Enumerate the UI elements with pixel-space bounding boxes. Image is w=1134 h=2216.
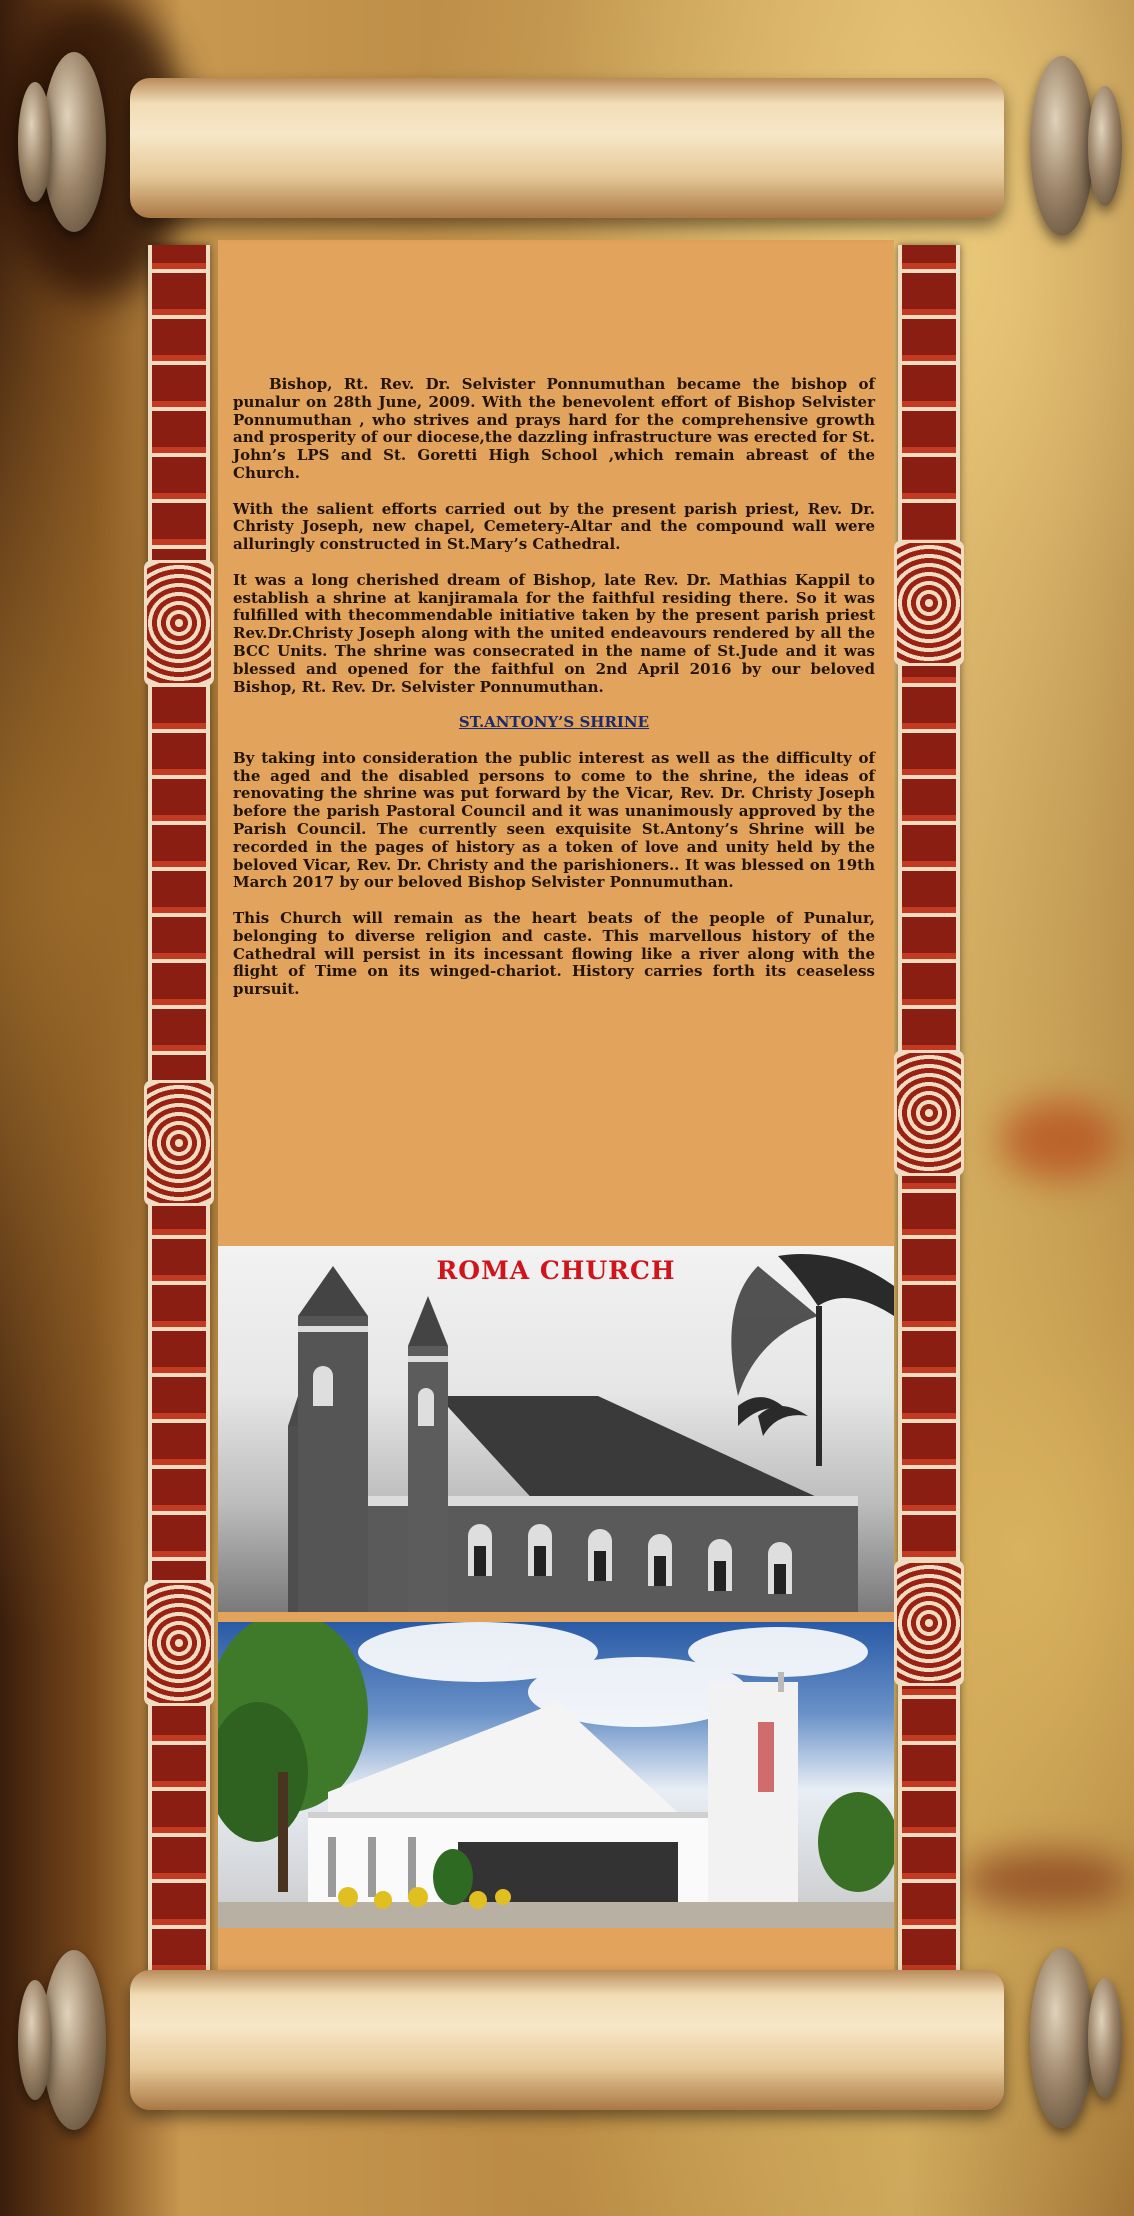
paragraph: By taking into consideration the public interest as well as the difficulty of the aged and the disabled persons to come to the shrine, the ideas of renovating the shrine was put forward by the Vicar, Rev. Dr. Christy Joseph before the parish Pastoral Council and it was unanimously approved by the Parish Council. The currently seen exquisite St.Antony’s Shrine will be recorded in the pages of history as a token of love and unity held by the beloved Vicar, Rev. Dr. Christy and the parishioners.. It was blessed on 19th March 2017 by our beloved Bishop Selvister Ponnumuthan.	[233, 748, 875, 892]
paragraph: It was a long cherished dream of Bishop, late Rev. Dr. Mathias Kappil to establish a shrine at kanjiramala for the faithful residing there. So it was fulfilled with thecommendable initiative taken by the present parish priest Rev.Dr.Christy Joseph along with the united endeavours rendered by all the BCC Units. The shrine was consecrated in the name of St.Jude and it was blessed and opened for the faithful on 2nd April 2016 by our beloved Bishop, Rt. Rev. Dr. Selvister Ponnumuthan.	[233, 570, 875, 696]
scroll-knob	[1030, 1948, 1094, 2128]
background-stain	[960, 1850, 1130, 1910]
history-text	[233, 376, 875, 1017]
old-church-photo	[218, 1246, 894, 1612]
border-medallion	[144, 1080, 214, 1206]
section-heading: ST.ANTONY’S SHRINE	[458, 713, 650, 732]
background-stain	[1000, 1100, 1120, 1180]
scroll-knob	[1088, 86, 1122, 206]
new-church-illustration	[218, 1622, 894, 1928]
border-medallion	[144, 1580, 214, 1706]
old-church-illustration	[218, 1246, 894, 1612]
photo-caption: ROMA CHURCH	[436, 1256, 676, 1285]
border-medallion	[144, 560, 214, 686]
paragraph: This Church will remain as the heart beats of the people of Punalur, belonging to diverse religion and caste. This marvellous history of the Cathedral will persist in its incessant flowing like a river along with the flight of Time on its winged-chariot. History carries forth its ceaseless pursuit.	[233, 908, 875, 999]
paragraph: With the salient efforts carried out by the present parish priest, Rev. Dr. Christy Joseph, new chapel, Cemetery-Altar and the compound wall were alluringly constructed in St.Mary’s Cathedral.	[233, 499, 875, 554]
scroll-bottom-roll	[130, 1970, 1004, 2110]
scroll-knob	[1088, 1978, 1122, 2098]
border-medallion	[894, 1050, 964, 1176]
border-medallion	[894, 540, 964, 666]
border-medallion	[894, 1560, 964, 1686]
scroll-knob	[1030, 56, 1094, 236]
scroll-top-roll	[130, 78, 1004, 218]
paragraph: Bishop, Rt. Rev. Dr. Selvister Ponnumuthan became the bishop of punalur on 28th June, 2009. With the benevolent effort of Bishop Selvister Ponnumuthan , who strives and prays hard for the comprehensive growth and prosperity of our diocese,the dazzling infrastructure was erected for St. John’s LPS and St. Goretti High School ,which remain abreast of the Church.	[233, 375, 875, 482]
scroll-knob	[18, 82, 52, 202]
new-church-photo	[218, 1622, 894, 1928]
scroll-knob	[18, 1980, 52, 2100]
